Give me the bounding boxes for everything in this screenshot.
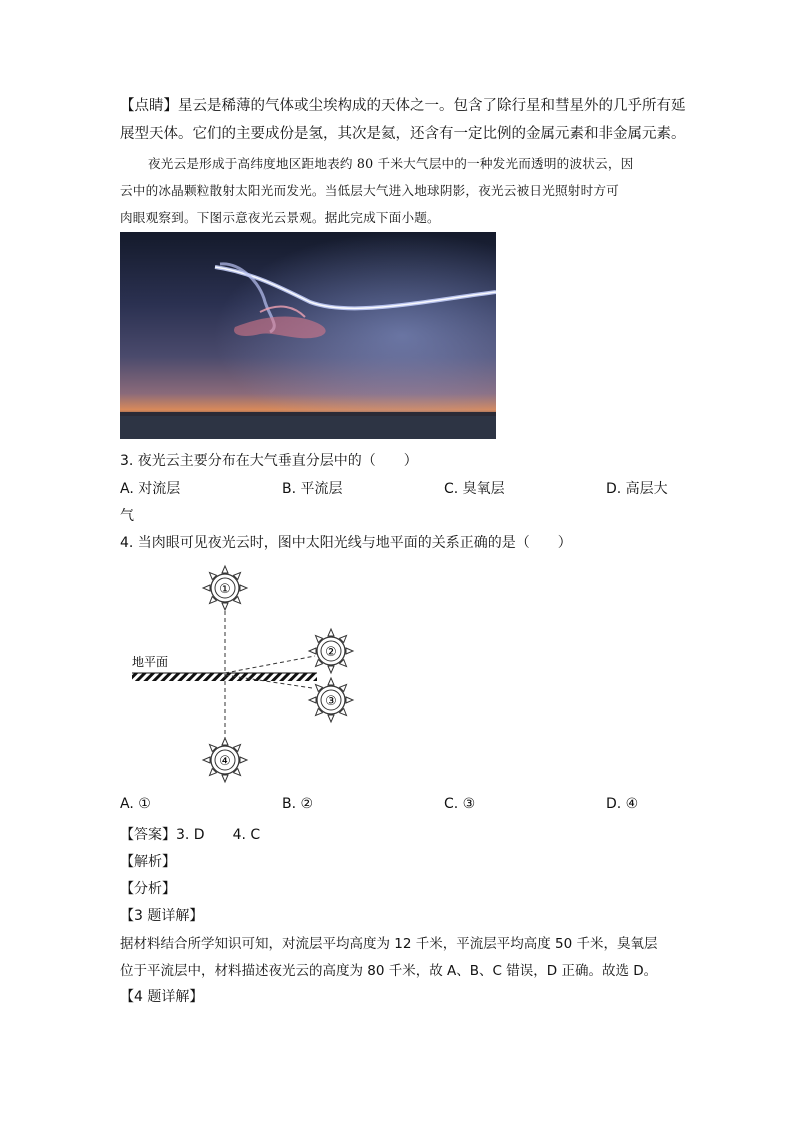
jiexi-heading: 【解析】 [120,854,176,870]
q4-detail-heading: 【4 题详解】 [120,989,204,1005]
q4-option-c[interactable]: C. ③ [444,796,476,812]
sun-3-label: ③ [325,694,337,709]
sun-4-label: ④ [219,754,231,769]
noctilucent-cloud-photo [120,232,496,439]
q3-stem: 3. 夜光云主要分布在大气垂直分层中的（ ） [120,453,418,469]
dianjing-line-1: 【点睛】星云是稀薄的气体或尘埃构成的天体之一。包含了除行星和彗星外的几乎所有延 [120,98,686,114]
fenxi-heading: 【分析】 [120,881,176,897]
q4-stem: 4. 当肉眼可见夜光云时，图中太阳光线与地平面的关系正确的是（ ） [120,535,572,551]
q3-option-d[interactable]: D. 高层大 [606,481,668,497]
q4-option-b[interactable]: B. ② [282,796,314,812]
dianjing-line-2: 展型天体。它们的主要成份是氢，其次是氦，还含有一定比例的金属元素和非金属元素。 [120,126,686,142]
q3-option-c[interactable]: C. 臭氧层 [444,481,505,497]
ground-label: 地平面 [132,655,169,669]
q3-detail-line-1: 据材料结合所学知识可知，对流层平均高度为 12 千米，平流层平均高度 50 千米，臭氧层 [120,936,658,952]
intro-line-3: 肉眼观察到。下图示意夜光云景观。据此完成下面小题。 [120,210,440,225]
q3-option-a[interactable]: A. 对流层 [120,481,181,497]
q4-option-a[interactable]: A. ① [120,796,151,812]
intro-line-1: 夜光云是形成于高纬度地区距地表约 80 千米大气层中的一种发光而透明的波状云，因 [148,156,634,171]
sun-1-label: ① [219,582,231,597]
sun-2-label: ② [325,645,337,660]
ray-2 [225,656,315,673]
sun-horizon-diagram [120,560,380,790]
q3-option-d-wrap: 气 [120,508,134,524]
q3-option-b[interactable]: B. 平流层 [282,481,343,497]
answer-line: 【答案】3. D 4. C [120,827,261,843]
q3-detail-line-2: 位于平流层中，材料描述夜光云的高度为 80 千米，故 A、B、C 错误，D 正确。故选 D。 [120,963,658,979]
q3-detail-heading: 【3 题详解】 [120,908,204,924]
q4-option-d[interactable]: D. ④ [606,796,639,812]
intro-line-2: 云中的冰晶颗粒散射太阳光而发光。当低层大气进入地球阴影，夜光云被日光照射时方可 [120,183,619,198]
